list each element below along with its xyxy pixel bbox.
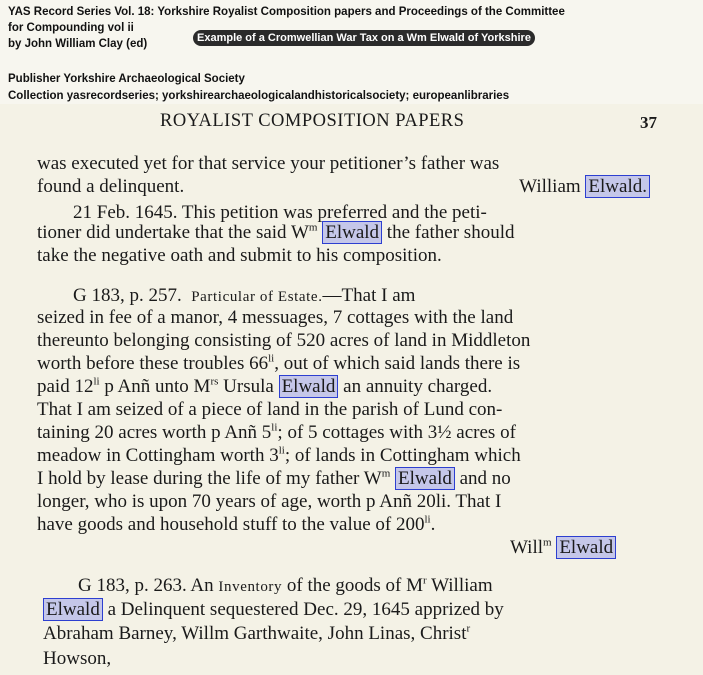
text-line: worth before these troubles $66^{li}$, out of which said lands there is [37, 352, 521, 374]
text-line: G 183, p. 263. An Inventory of the goods of $M^r$ William [78, 574, 493, 596]
page-number: 37 [640, 113, 657, 132]
text-line: meadow in Cottingham worth $3^{li}$; of lands in Cottingham which [37, 444, 521, 466]
text-line: taining 20 acres worth p Anñ $5^{li}$; of 5 cottages with 3½ acres of [37, 421, 516, 443]
highlight-elwald: Elwald [556, 536, 616, 559]
highlight-elwald: Elwald [43, 598, 103, 621]
text-line: thereunto belonging consisting of 520 acres of land in Middleton [37, 330, 531, 351]
text-line: Abraham Barney, Willm Garthwaite, John Linas, Christ$^r$ [43, 622, 471, 644]
document-author: by John William Clay (ed) [8, 38, 148, 50]
document-title-line-2: for Compounding vol ii [8, 22, 134, 34]
example-badge: Example of a Cromwellian War Tax on a Wm Elwald of Yorkshire [193, 30, 535, 46]
text-line: found a delinquent. William Elwald. [37, 176, 664, 198]
collection-line: Collection yasrecordseries; yorkshirearchaeologicalandhistoricalsociety; europeanlibraries [8, 90, 510, 102]
publisher-line: Publisher Yorkshire Archaeological Society [8, 73, 245, 85]
highlight-elwald: Elwald. [585, 175, 650, 198]
highlight-elwald: Elwald [322, 221, 382, 244]
highlight-elwald: Elwald [395, 467, 455, 490]
text-line: paid $12^{li}$ p Anñ unto $M^{rs}$ Ursula Elwald an annuity charged. [37, 375, 493, 397]
text-line: was executed yet for that service your petitioner’s father was [37, 153, 500, 174]
highlight-elwald: Elwald [279, 375, 339, 398]
text-line: Elwald a Delinquent sequestered Dec. 29, 1645 apprized by [43, 599, 664, 621]
section-heading: Inventory [218, 579, 283, 595]
text-line: Howson, [43, 648, 112, 669]
text-line: That I am seized of a piece of land in the parish of Lund con- [37, 399, 503, 420]
text-line: I hold by lease during the life of my father $W^m$ Elwald and no [37, 467, 511, 489]
text-line: have goods and household stuff to the value of $200^{li}$. [37, 513, 436, 535]
text-line: longer, who is upon 70 years of age, worth p Anñ 20li. That I [37, 491, 502, 512]
signature-line: Will$^m$ Elwald [510, 537, 650, 559]
text-line: G 183, p. 257. Particular of Estate.—That I am [73, 285, 416, 306]
text-line: take the negative oath and submit to his composition. [37, 245, 442, 266]
text-line: seized in fee of a manor, 4 messuages, 7 cottages with the land [37, 307, 514, 328]
running-head: ROYALIST COMPOSITION PAPERS [160, 111, 465, 131]
text-line: tioner did undertake that the said $W^m$ Elwald the father should [37, 221, 515, 243]
text-line: 21 Feb. 1645. This petition was preferred and the peti- [73, 202, 487, 223]
document-title-line-1: YAS Record Series Vol. 18: Yorkshire Royalist Composition papers and Proceedings of the Committee [8, 6, 565, 18]
section-heading: Particular of Estate. [191, 289, 323, 305]
